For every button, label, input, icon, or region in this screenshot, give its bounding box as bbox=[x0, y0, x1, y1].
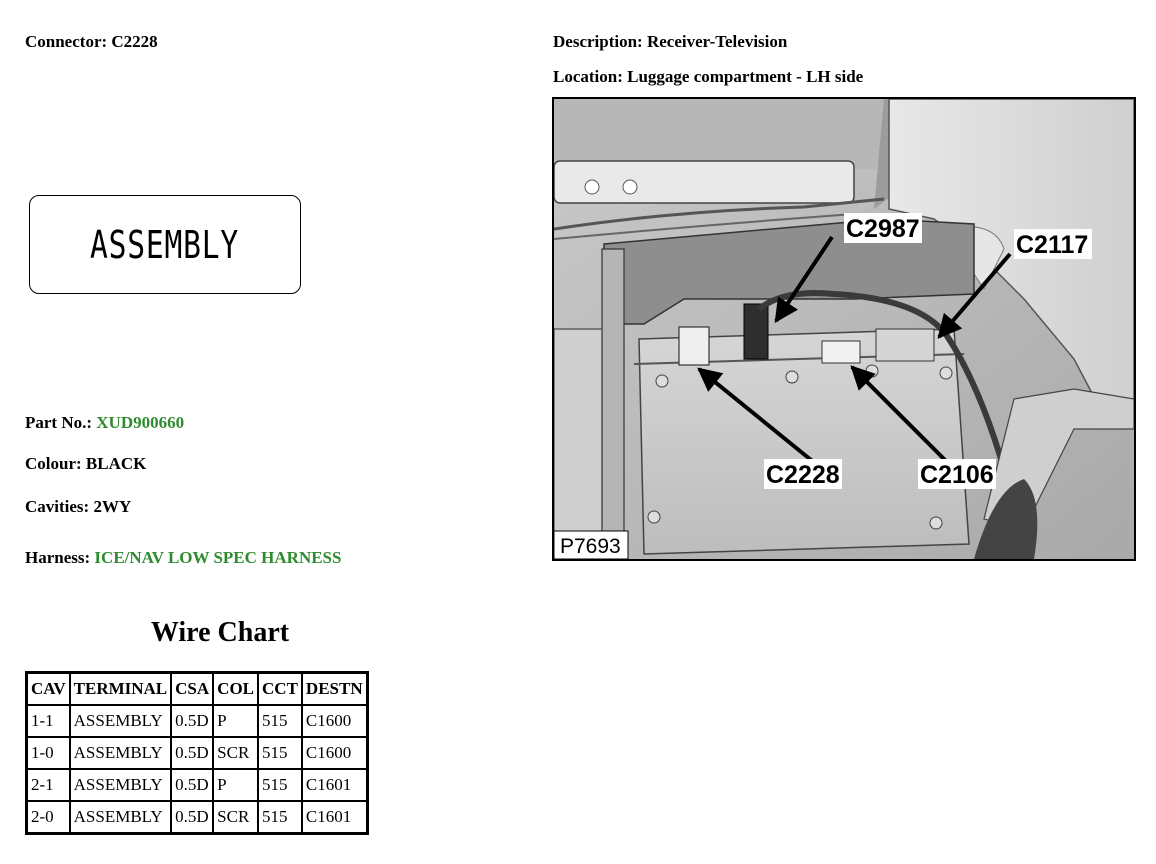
callout-c2228: C2228 bbox=[766, 461, 840, 489]
wire-chart-table bbox=[25, 671, 369, 835]
colour-value: BLACK bbox=[85, 454, 147, 473]
connector-value: C2228 bbox=[111, 32, 158, 51]
harness-link[interactable]: ICE/NAV LOW SPEC HARNESS bbox=[94, 548, 342, 567]
cell-cct: 515 bbox=[259, 802, 301, 832]
cell-cct: 515 bbox=[259, 706, 301, 736]
cell-col: SCR bbox=[214, 802, 257, 832]
location-value: Luggage compartment - LH side bbox=[627, 67, 864, 86]
table-row bbox=[28, 770, 366, 800]
cell-csa: 0.5D bbox=[172, 802, 212, 832]
cell-terminal: ASSEMBLY bbox=[71, 706, 171, 736]
col-header-cct: CCT bbox=[259, 674, 301, 704]
table-row bbox=[28, 738, 366, 768]
cell-cav: 2-1 bbox=[28, 770, 69, 800]
part-no-link[interactable]: XUD900660 bbox=[96, 413, 185, 432]
cell-cav: 1-1 bbox=[28, 706, 69, 736]
cell-col: SCR bbox=[214, 738, 257, 768]
picture-code: P7693 bbox=[560, 535, 621, 558]
col-header-csa: CSA bbox=[172, 674, 212, 704]
cell-cav: 1-0 bbox=[28, 738, 69, 768]
assembly-label: ASSEMBLY bbox=[90, 222, 240, 267]
col-header-col: COL bbox=[214, 674, 257, 704]
cell-destn: C1600 bbox=[303, 738, 366, 768]
harness-line bbox=[25, 548, 341, 568]
wire-chart-title: Wire Chart bbox=[150, 617, 290, 648]
assembly-box bbox=[29, 195, 301, 294]
cavities-label: Cavities: bbox=[25, 497, 90, 516]
cell-terminal: ASSEMBLY bbox=[71, 738, 171, 768]
cell-destn: C1600 bbox=[303, 706, 366, 736]
description-value: Receiver-Television bbox=[646, 32, 788, 51]
col-header-destn: DESTN bbox=[303, 674, 366, 704]
part-no-label: Part No.: bbox=[25, 413, 93, 432]
cell-destn: C1601 bbox=[303, 802, 366, 832]
table-row bbox=[28, 802, 366, 832]
callout-c2117: C2117 bbox=[1016, 231, 1089, 259]
cell-csa: 0.5D bbox=[172, 738, 212, 768]
cell-destn: C1601 bbox=[303, 770, 366, 800]
callout-c2106: C2106 bbox=[920, 461, 994, 489]
callout-c2987: C2987 bbox=[846, 215, 920, 243]
part-no-line bbox=[25, 413, 184, 433]
col-header-terminal: TERMINAL bbox=[71, 674, 171, 704]
cell-csa: 0.5D bbox=[172, 770, 212, 800]
cell-col: P bbox=[214, 770, 257, 800]
cavities-value: 2WY bbox=[93, 497, 132, 516]
connector-line bbox=[25, 32, 158, 52]
cell-csa: 0.5D bbox=[172, 706, 212, 736]
cavities-line bbox=[25, 497, 131, 517]
table-row bbox=[28, 706, 366, 736]
description-label: Description: bbox=[553, 32, 643, 51]
cell-terminal: ASSEMBLY bbox=[71, 802, 171, 832]
cell-terminal: ASSEMBLY bbox=[71, 770, 171, 800]
cell-col: P bbox=[214, 706, 257, 736]
description-line bbox=[553, 32, 787, 52]
location-photo bbox=[552, 97, 1136, 561]
cell-cct: 515 bbox=[259, 770, 301, 800]
wire-chart-header-row bbox=[28, 674, 366, 704]
colour-label: Colour: bbox=[25, 454, 82, 473]
location-illustration bbox=[554, 99, 1134, 559]
colour-line bbox=[25, 454, 146, 474]
cell-cav: 2-0 bbox=[28, 802, 69, 832]
col-header-cav: CAV bbox=[28, 674, 69, 704]
cell-cct: 515 bbox=[259, 738, 301, 768]
connector-label: Connector: bbox=[25, 32, 108, 51]
location-label: Location: bbox=[553, 67, 623, 86]
location-line bbox=[553, 67, 863, 87]
harness-label: Harness: bbox=[25, 548, 91, 567]
